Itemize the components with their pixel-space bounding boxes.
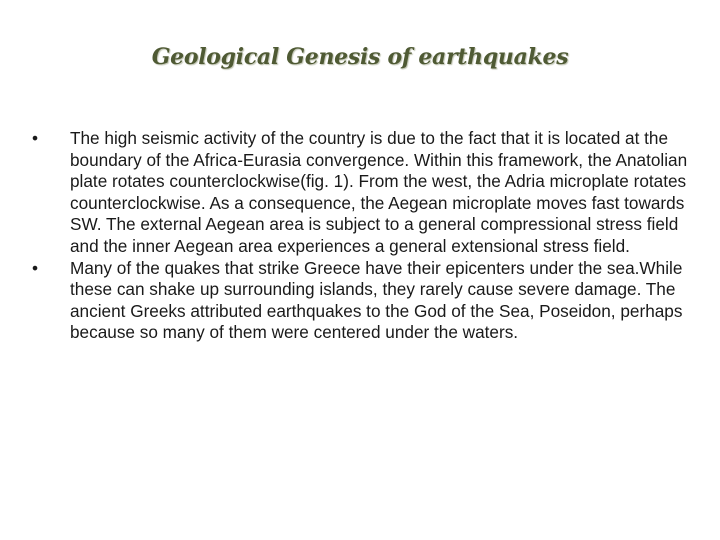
bullet-text: Many of the quakes that strike Greece have their epicenters under the sea.While these can shake up surrounding islands, they rarely cause severe damage. The ancient Greeks attributed earthquakes to the God of the Sea, Poseidon, perhaps because so many of them were centered under the waters. — [70, 257, 683, 343]
bullet-list — [32, 128, 696, 344]
bullet-item-seismic-activity — [32, 128, 696, 258]
bullet-marker: • — [32, 257, 39, 278]
bullet-item-quake-epicenters — [32, 258, 696, 344]
slide-title: Geological Genesis of earthquakes — [151, 44, 569, 70]
bullet-text: The high seismic activity of the country is due to the fact that it is located at the boundary of the Africa-Eurasia convergence. Within this framework, the Anatolian plate rotates counterclockwise(fig. 1). From the west, the Adria microplate rotates counterclockwise. As a consequence, the Aegean microplate moves fast towards SW. The external Aegean area is subject to a general compressional stress field and the inner Aegean area experiences a general extensional stress field. — [70, 128, 688, 256]
bullet-marker: • — [32, 128, 39, 148]
